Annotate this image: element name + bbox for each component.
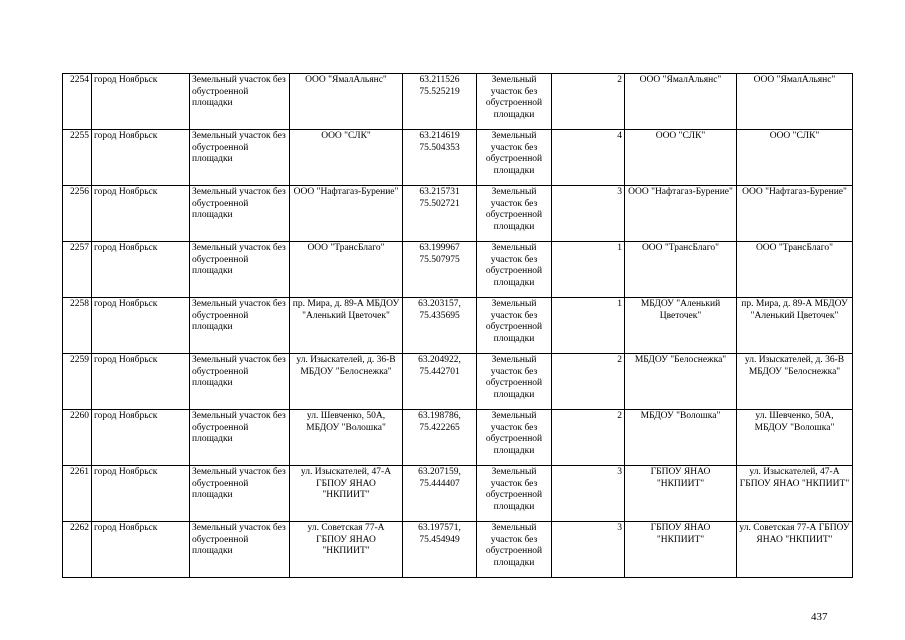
owner-cell: ООО "Нафтагаз-Бурение" [625, 186, 737, 242]
locality-cell: город Ноябрьск [92, 298, 190, 354]
locality-cell: город Ноябрьск [92, 354, 190, 410]
page-number: 437 [811, 611, 828, 623]
coordinates-cell: 63.203157, 75.435695 [403, 298, 477, 354]
locality-cell: город Ноябрьск [92, 130, 190, 186]
locality-cell: город Ноябрьск [92, 466, 190, 522]
table-row [63, 298, 853, 354]
coordinates-cell: 63.204922, 75.442701 [403, 354, 477, 410]
coordinates-cell: 63.199967 75.507975 [403, 242, 477, 298]
row-number: 2257 [63, 242, 92, 298]
container-count-cell: 2 [552, 354, 625, 410]
address-cell: ООО "ТрансБлаго" [290, 242, 403, 298]
table-row [63, 130, 853, 186]
container-count-cell: 4 [552, 130, 625, 186]
container-count-cell: 2 [552, 410, 625, 466]
address-cell: ул. Советская 77-А ГБПОУ ЯНАО "НКПИИТ" [290, 522, 403, 578]
table-row [63, 466, 853, 522]
row-number: 2258 [63, 298, 92, 354]
site-type-cell: Земельный участок без обустроенной площадки [190, 410, 290, 466]
owner-cell: МБДОУ "Аленький Цветочек" [625, 298, 737, 354]
row-number: 2256 [63, 186, 92, 242]
site-type-cell: Земельный участок без обустроенной площадки [190, 298, 290, 354]
owner-cell: ООО "СЛК" [625, 130, 737, 186]
coordinates-cell: 63.214619 75.504353 [403, 130, 477, 186]
site-type-cell: Земельный участок без обустроенной площадки [190, 354, 290, 410]
table-row [63, 354, 853, 410]
coordinates-cell: 63.198786, 75.422265 [403, 410, 477, 466]
registry-table [62, 73, 853, 578]
surface-cell: Земельный участок без обустроенной площадки [477, 298, 552, 354]
source-cell: ул. Изыскателей, д. 36-В МБДОУ "Белоснежка" [737, 354, 853, 410]
table-body [63, 74, 853, 578]
owner-cell: ООО "ТрансБлаго" [625, 242, 737, 298]
address-cell: ООО "ЯмалАльянс" [290, 74, 403, 130]
row-number: 2255 [63, 130, 92, 186]
coordinates-cell: 63.211526 75.525219 [403, 74, 477, 130]
owner-cell: ГБПОУ ЯНАО "НКПИИТ" [625, 522, 737, 578]
address-cell: пр. Мира, д. 89-А МБДОУ "Аленький Цветочек" [290, 298, 403, 354]
owner-cell: ГБПОУ ЯНАО "НКПИИТ" [625, 466, 737, 522]
table-row [63, 410, 853, 466]
row-number: 2262 [63, 522, 92, 578]
locality-cell: город Ноябрьск [92, 242, 190, 298]
address-cell: ул. Шевченко, 50А, МБДОУ "Волошка" [290, 410, 403, 466]
site-type-cell: Земельный участок без обустроенной площадки [190, 522, 290, 578]
container-count-cell: 1 [552, 298, 625, 354]
locality-cell: город Ноябрьск [92, 186, 190, 242]
row-number: 2254 [63, 74, 92, 130]
owner-cell: МБДОУ "Волошка" [625, 410, 737, 466]
address-cell: ул. Изыскателей, д. 36-В МБДОУ "Белоснежка" [290, 354, 403, 410]
source-cell: ул. Советская 77-А ГБПОУ ЯНАО "НКПИИТ" [737, 522, 853, 578]
address-cell: ООО "Нафтагаз-Бурение" [290, 186, 403, 242]
source-cell: пр. Мира, д. 89-А МБДОУ "Аленький Цветочек" [737, 298, 853, 354]
site-type-cell: Земельный участок без обустроенной площадки [190, 186, 290, 242]
table-row [63, 242, 853, 298]
table-row [63, 522, 853, 578]
source-cell: ул. Шевченко, 50А, МБДОУ "Волошка" [737, 410, 853, 466]
locality-cell: город Ноябрьск [92, 410, 190, 466]
container-count-cell: 1 [552, 242, 625, 298]
source-cell: ул. Изыскателей, 47-А ГБПОУ ЯНАО "НКПИИТ" [737, 466, 853, 522]
container-count-cell: 3 [552, 466, 625, 522]
owner-cell: ООО "ЯмалАльянс" [625, 74, 737, 130]
coordinates-cell: 63.197571, 75.454949 [403, 522, 477, 578]
site-type-cell: Земельный участок без обустроенной площадки [190, 130, 290, 186]
coordinates-cell: 63.215731 75.502721 [403, 186, 477, 242]
row-number: 2259 [63, 354, 92, 410]
surface-cell: Земельный участок без обустроенной площадки [477, 130, 552, 186]
surface-cell: Земельный участок без обустроенной площадки [477, 186, 552, 242]
site-type-cell: Земельный участок без обустроенной площадки [190, 74, 290, 130]
container-count-cell: 3 [552, 186, 625, 242]
source-cell: ООО "ТрансБлаго" [737, 242, 853, 298]
owner-cell: МБДОУ "Белоснежка" [625, 354, 737, 410]
surface-cell: Земельный участок без обустроенной площадки [477, 354, 552, 410]
container-count-cell: 2 [552, 74, 625, 130]
surface-cell: Земельный участок без обустроенной площадки [477, 242, 552, 298]
row-number: 2260 [63, 410, 92, 466]
surface-cell: Земельный участок без обустроенной площадки [477, 466, 552, 522]
coordinates-cell: 63.207159, 75.444407 [403, 466, 477, 522]
table-row [63, 186, 853, 242]
address-cell: ООО "СЛК" [290, 130, 403, 186]
row-number: 2261 [63, 466, 92, 522]
locality-cell: город Ноябрьск [92, 74, 190, 130]
surface-cell: Земельный участок без обустроенной площадки [477, 522, 552, 578]
site-type-cell: Земельный участок без обустроенной площадки [190, 242, 290, 298]
container-count-cell: 3 [552, 522, 625, 578]
table-row [63, 74, 853, 130]
address-cell: ул. Изыскателей, 47-А ГБПОУ ЯНАО "НКПИИТ" [290, 466, 403, 522]
source-cell: ООО "СЛК" [737, 130, 853, 186]
surface-cell: Земельный участок без обустроенной площадки [477, 410, 552, 466]
source-cell: ООО "Нафтагаз-Бурение" [737, 186, 853, 242]
source-cell: ООО "ЯмалАльянс" [737, 74, 853, 130]
site-type-cell: Земельный участок без обустроенной площадки [190, 466, 290, 522]
locality-cell: город Ноябрьск [92, 522, 190, 578]
surface-cell: Земельный участок без обустроенной площадки [477, 74, 552, 130]
